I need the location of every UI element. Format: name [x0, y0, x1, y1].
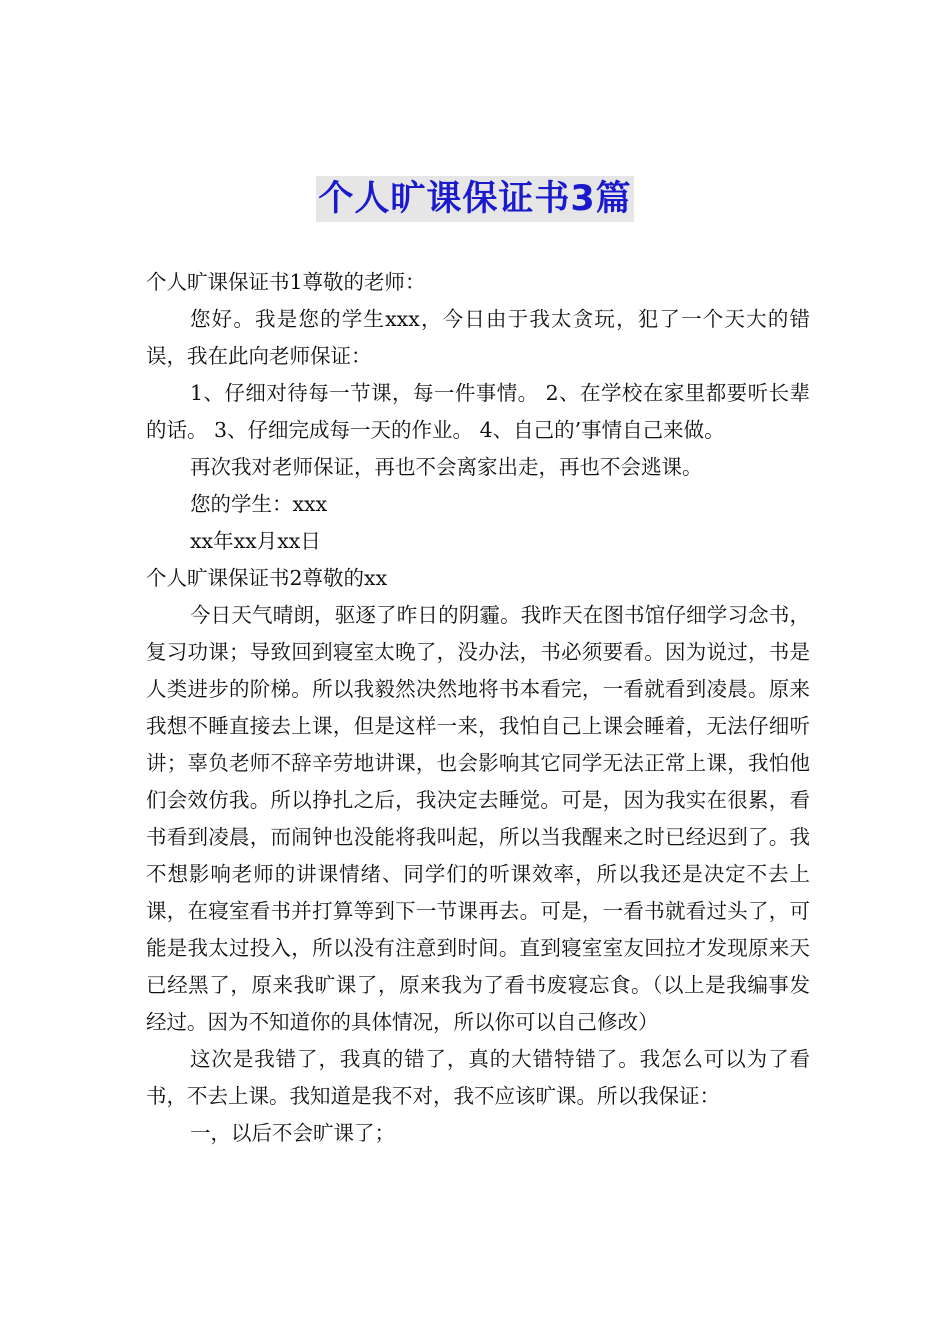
paragraph: 个人旷课保证书1尊敬的老师：: [146, 270, 426, 294]
paragraph: 1、仔细对待每一节课，每一件事情。 2、在学校在家里都要听长辈的话。 3、仔细完成每一天的作业。 4、自己的’事情自己来做。: [146, 381, 810, 442]
paragraph: 再次我对老师保证，再也不会离家出走，再也不会逃课。: [190, 455, 703, 479]
paragraph: 个人旷课保证书2尊敬的xx: [146, 566, 388, 590]
paragraph: 今日天气晴朗，驱逐了昨日的阴霾。我昨天在图书馆仔细学习念书，复习功课；导致回到寝室太晚了，没办法，书必须要看。因为说过，书是人类进步的阶梯。所以我毅然决然地将书本看完，一看就看到凌晨。原来我想不睡直接去上课，但是这样一来，我怕自己上课会睡着，无法仔细听讲；辜负老师不辞辛劳地讲课，也会影响其它同学无法正常上课，我怕他们会效仿我。所以挣扎之后，我决定去睡觉。可是，因为我实在很累，看书看到凌晨，而闹钟也没能将我叫起，所以当我醒来之时已经迟到了。我不想影响老师的讲课情绪、同学们的听课效率，所以我还是决定不去上课，在寝室看书并打算等到下一节课再去。可是，一看书就看过头了，可能是我太过投入，所以没有注意到时间。直到寝室室友回拉才发现原来天已经黑了，原来我旷课了，原来我为了看书废寝忘食。（以上是我编事发经过。因为不知道你的具体情况，所以你可以自己修改）: [146, 603, 810, 1034]
paragraph: 您好。我是您的学生xxx，今日由于我太贪玩，犯了一个天大的错误，我在此向老师保证：: [146, 307, 810, 368]
title-container: [0, 176, 950, 222]
paragraph: 您的学生：xxx: [190, 492, 328, 516]
document-body: [146, 264, 810, 1152]
paragraph: 一，以后不会旷课了；: [190, 1121, 395, 1145]
paragraph: xx年xx月xx日: [190, 529, 321, 553]
paragraph: 这次是我错了，我真的错了，真的大错特错了。我怎么可以为了看书，不去上课。我知道是我不对，我不应该旷课。所以我保证：: [146, 1047, 810, 1108]
document-title: 个人旷课保证书3篇: [316, 176, 633, 222]
